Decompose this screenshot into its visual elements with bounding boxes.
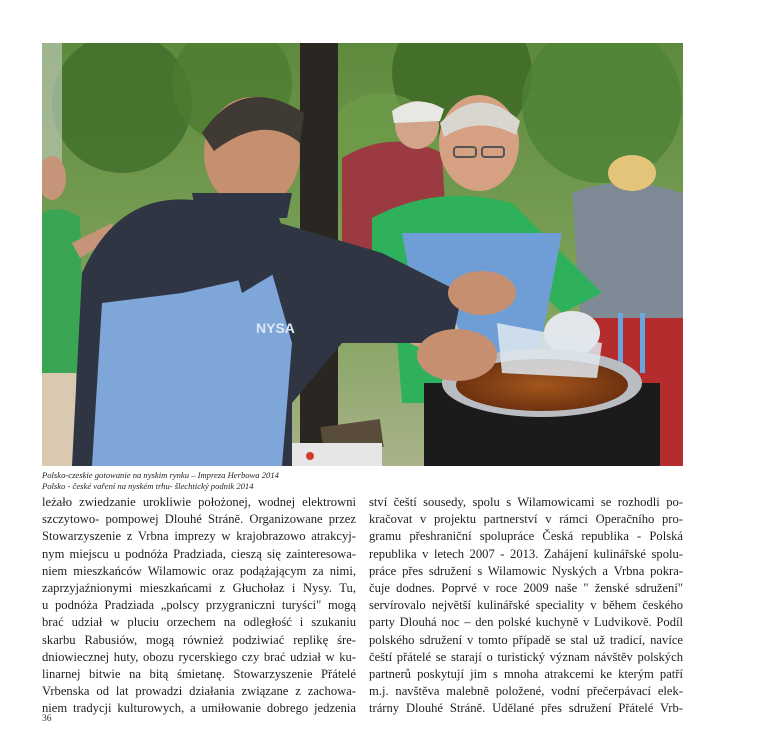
text-line: zaprzyjaźnionymi mieszkańcami z Głuchołaz i Nysy. Tu, [42,580,356,595]
text-line: gramu přeshraniční spolupráce Česká republika - Polská [369,529,683,544]
text-line: nym miejscu u podnóża Pradziada, cieszą się zainteresowa- [42,546,356,561]
text-line: čuje dodnes. Poprvé v roce 2009 naše " ženské sdružení" [369,580,683,595]
page-number: 36 [42,714,52,724]
text-line: partnerů poskytují jim s mnoha atrakcemi ke kterým patří [369,666,683,681]
text-line: leżało zwiedzanie urokliwie położonej, wodnej elektrowni [42,495,356,509]
text-line: niem tradycji kulturowych, a umiłowanie dobrego jedzenia [42,701,356,716]
text-line: linarnej bitwie na bitą śmietanę. Stowarzyszenie Přátelé [42,666,356,681]
text-line: brać udział w pluciu orzechem na odległość i szukaniu [42,615,356,630]
text-line: szczytowo- pompowej Dlouhé Stráně. Organizowane przez [42,512,356,527]
text-line: čeští přátelé se starají o turistický význam návštěv polských [369,649,683,664]
text-line: skarbu Rabusiów, mogą również podziwiać replikę śre- [42,632,356,647]
text-line: kračovat v projektu partnerství v rámci Operačního pro- [369,512,683,527]
text-line: m.j. navštěva malebně položené, vodní přečerpávací elek- [369,684,683,699]
left-text-column [42,494,356,717]
photo-captions [42,470,683,492]
photo-cooking-event [42,43,683,466]
text-line: Stowarzyszenie z Vrbna imprezy w krajobrazowo atrakcyj- [42,529,356,544]
text-line: republika v letech 2007 - 2013. Zahájení kulinářské spolu- [369,546,683,561]
text-line: Vrbenska od lat prowadzi działania związane z zachowa- [42,684,356,699]
caption-czech: Polsko - české vaření na nyském trhu- šlechtický podnik 2014 [42,481,254,491]
text-line: party Dlouhá noc – den polské kuchyně v Ludvikově. Podíl [369,615,683,630]
caption-polish: Polsko-czeskie gotowanie na nyskim rynku – Impreza Herbowa 2014 [42,470,279,480]
text-line: polského sdružení v tomto případě se stal už tradicí, navíce [369,632,683,647]
text-line: práce přes sdružení s Wilamowic Nyských a Vrbna pokra- [369,563,683,578]
text-line: ství čeští sousedy, spolu s Wilamowicami se rozhodli po- [369,495,683,509]
photo-illustration [42,43,683,466]
apron-logo-text: NYSA [256,320,295,336]
text-line: dniowiecznej huty, obozu rycerskiego czy brać udział w ku- [42,649,356,664]
text-line: u podnóża Pradziada „polscy przygraniczni turyści" mogą [42,598,356,613]
text-line: servírovalo největší kulinářské speciality v během českého [369,598,683,613]
text-line: trárny Dlouhé Stráně. Udělané přes sdružení Přátelé Vrb- [369,701,683,716]
text-line: niem mieszkańców Wilamowic oraz podążającym za nimi, [42,563,356,578]
right-text-column [369,494,683,717]
